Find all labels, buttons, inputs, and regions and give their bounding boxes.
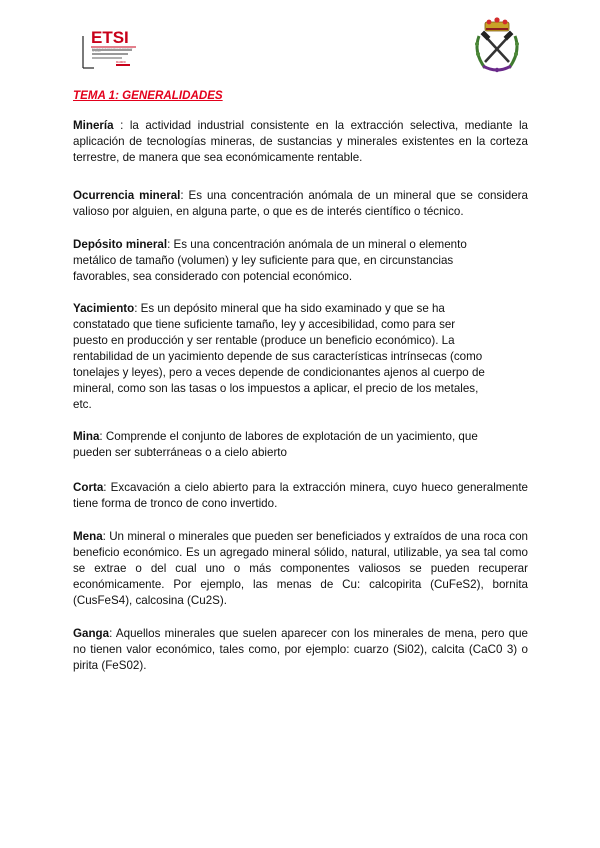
definition-deposito-mineral xyxy=(73,237,528,285)
definition-text: Es una concentración anómala de un mineral que se considera valioso por alguien, en alguna parte, o que es de interés científico o técnico. xyxy=(73,189,528,218)
term-separator: : xyxy=(102,530,110,543)
term-label: Mena xyxy=(73,530,103,543)
term-separator: : xyxy=(167,238,174,251)
definition-mineria xyxy=(73,118,528,166)
term-separator: : xyxy=(109,627,116,640)
term-separator: : xyxy=(134,302,141,315)
page-title: TEMA 1: GENERALIDADES xyxy=(73,89,223,102)
etsi-logo-small: MADRID xyxy=(116,61,126,64)
term-separator: : xyxy=(113,119,130,132)
term-label: Corta xyxy=(73,481,104,494)
term-label: Minería xyxy=(73,119,114,132)
term-label: Yacimiento xyxy=(73,302,135,315)
definition-ocurrencia-mineral xyxy=(73,188,528,220)
definition-text: Un mineral o minerales que pueden ser beneficiados y extraídos de una roca con beneficio económico. Es un agregado mineral sólido, natural, utilizable, ya sea tal como se extrae o del cual uno o más componentes valiosos se pueden recuperar económicamente. Por ejemplo, las menas de Cu: calcopirita (CuFeS2), bornita (CusFeS4), calcosina (Cu2S). xyxy=(73,530,529,607)
definition-corta xyxy=(73,480,528,512)
etsi-logo-text: ETSI xyxy=(91,28,129,47)
coat-of-arms-logo xyxy=(471,16,523,76)
document-body xyxy=(73,88,528,690)
definition-text: Comprende el conjunto de labores de explotación de un yacimiento, que pueden ser subterráneas o a cielo abierto xyxy=(73,430,478,459)
definition-text: la actividad industrial consistente en la extracción selectiva, mediante la aplicación de tecnologías mineras, de sustancias y minerales existentes en la corteza terrestre, de manera que sea económicamente rentable. xyxy=(73,119,528,164)
definition-text: Es una concentración anómala de un mineral o elemento metálico de tamaño (volumen) y ley suficiente para que, en circunstancias favorables, sea considerado con potencial económico. xyxy=(73,238,467,283)
term-label: Mina xyxy=(73,430,100,443)
definition-mina xyxy=(73,429,528,461)
term-separator: : xyxy=(103,481,111,494)
term-label: Depósito mineral xyxy=(73,238,168,251)
term-separator: : xyxy=(99,430,106,443)
etsi-logo xyxy=(80,26,142,74)
definition-text: Aquellos minerales que suelen aparecer con los minerales de mena, pero que no tienen valor económico, tales como, por ejemplo: cuarzo (Si02), calcita (CaC0 3) o pirita (FeS02). xyxy=(73,627,528,672)
definition-yacimiento xyxy=(73,301,528,413)
definition-mena xyxy=(73,529,528,609)
term-label: Ocurrencia mineral xyxy=(73,189,181,202)
definition-text: Excavación a cielo abierto para la extracción minera, cuyo hueco generalmente tiene forma de tronco de cono invertido. xyxy=(73,481,528,510)
term-label: Ganga xyxy=(73,627,110,640)
term-separator: : xyxy=(180,189,189,202)
etsi-logo-subtitle: ESCUELA TÉCNICA SUPERIOR DE INGENIERÍA DE MINAS xyxy=(92,48,133,53)
definition-ganga xyxy=(73,626,528,674)
definition-text: Es un depósito mineral que ha sido examinado y que se ha constatado que tiene suficiente tamaño, ley y accesibilidad, como para ser puesto en producción y ser rentable (produce un beneficio económico). La rentabilidad de un yacimiento depende de sus características intrínsecas (como tonelajes y leyes), pero a veces depende de condicionantes ajenos al cuerpo de mineral, como son las tasas o los impuestos a aplicar, el precio de los metales, etc. xyxy=(73,302,485,411)
